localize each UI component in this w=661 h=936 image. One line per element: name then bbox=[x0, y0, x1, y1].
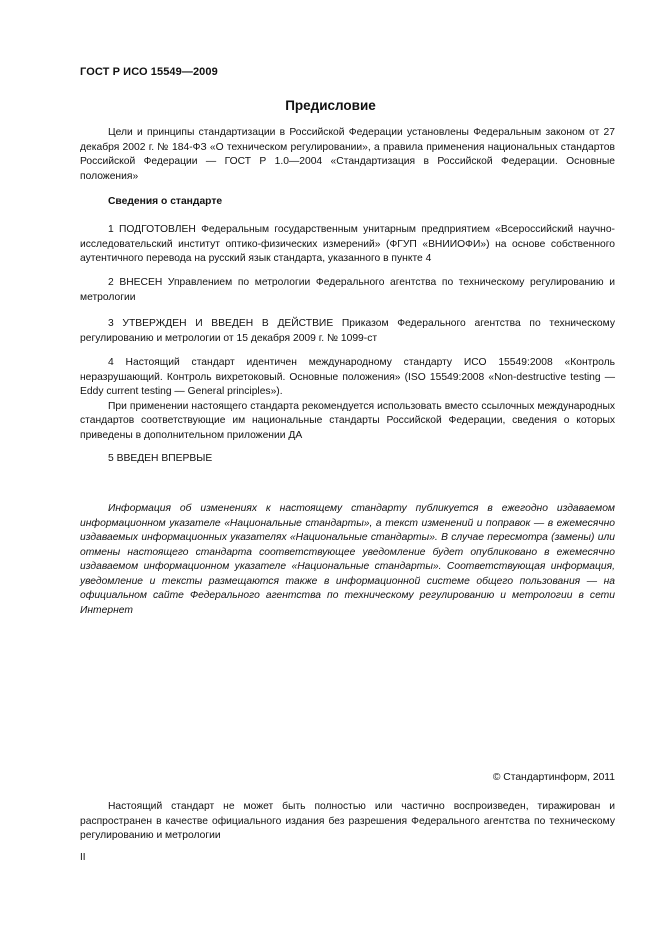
section-heading: Сведения о стандарте bbox=[108, 196, 223, 207]
item-application-note: При применении настоящего стандарта рекомендуется использовать вместо ссылочных международных стандартов соответствующие им национальные стандарты Российской Федерации, сведения о которых приведены в дополнительном приложении ДА bbox=[80, 400, 615, 441]
item-2-block bbox=[80, 276, 615, 305]
intro-section bbox=[80, 126, 615, 184]
page-number: II bbox=[80, 852, 86, 863]
copyright: © Стандартинформ, 2011 bbox=[492, 772, 615, 783]
item-approved: 3 УТВЕРЖДЕН И ВВЕДЕН В ДЕЙСТВИЕ Приказом Федерального агентства по техническому регулированию и метрологии от 15 декабря 2009 г. № 1099-ст bbox=[80, 318, 615, 344]
changes-notice: Информация об изменениях к настоящему стандарту публикуется в ежегодно издаваемом информационном указателе «Национальные стандарты», а текст изменений и поправок — в ежемесячно издаваемых информационных указателях «Национальные стандарты». В случае пересмотра (замены) или отмены настоящего стандарта соответствующее уведомление будет опубликовано в ежемесячно издаваемом информационном указателе «Национальные стандарты». Соответствующая информация, уведомление и тексты размещаются также в информационной системе общего пользования — на официальном сайте Федерального агентства по техническому регулированию и метрологии в сети Интернет bbox=[80, 503, 615, 616]
item-identical: 4 Настоящий стандарт идентичен международному стандарту ИСО 15549:2008 «Контроль неразрушающий. Контроль вихретоковый. Основные положения» (ISO 15549:2008 «Non-destructive testing — Eddy current testing — General principles»). bbox=[80, 357, 615, 397]
item-first-introduced: 5 ВВЕДЕН ВПЕРВЫЕ bbox=[108, 453, 213, 464]
item-4-block bbox=[80, 356, 615, 443]
standard-info-heading-block bbox=[80, 195, 615, 210]
document-header: ГОСТ Р ИСО 15549—2009 bbox=[80, 66, 218, 78]
item-1-block bbox=[80, 223, 615, 267]
item-5-block bbox=[80, 452, 615, 467]
item-3-block bbox=[80, 317, 615, 346]
intro-paragraph: Цели и принципы стандартизации в Российской Федерации установлены Федеральным законом от 27 декабря 2002 г. № 184-ФЗ «О техническом регулировании», а правила применения национальных стандартов Российской Федерации — ГОСТ Р 1.0—2004 «Стандартизация в Российской Федерации. Основные положения» bbox=[80, 127, 615, 182]
reproduction-notice: Настоящий стандарт не может быть полностью или частично воспроизведен, тиражирован и распространен в качестве официального издания без разрешения Федерального агентства по техническому регулированию и метрологии bbox=[80, 801, 615, 841]
item-prepared: 1 ПОДГОТОВЛЕН Федеральным государственным унитарным предприятием «Всероссийский научно-исследовательский институт оптико-физических измерений» (ФГУП «ВНИИОФИ») на основе собственного аутентичного перевода на русский язык стандарта, указанного в пункте 4 bbox=[80, 224, 615, 264]
page-title: Предисловие bbox=[285, 98, 376, 113]
item-introduced: 2 ВНЕСЕН Управлением по метрологии Федерального агентства по техническому регулированию и метрологии bbox=[80, 277, 615, 303]
notice-section bbox=[80, 502, 615, 618]
reproduction-section bbox=[80, 800, 615, 844]
